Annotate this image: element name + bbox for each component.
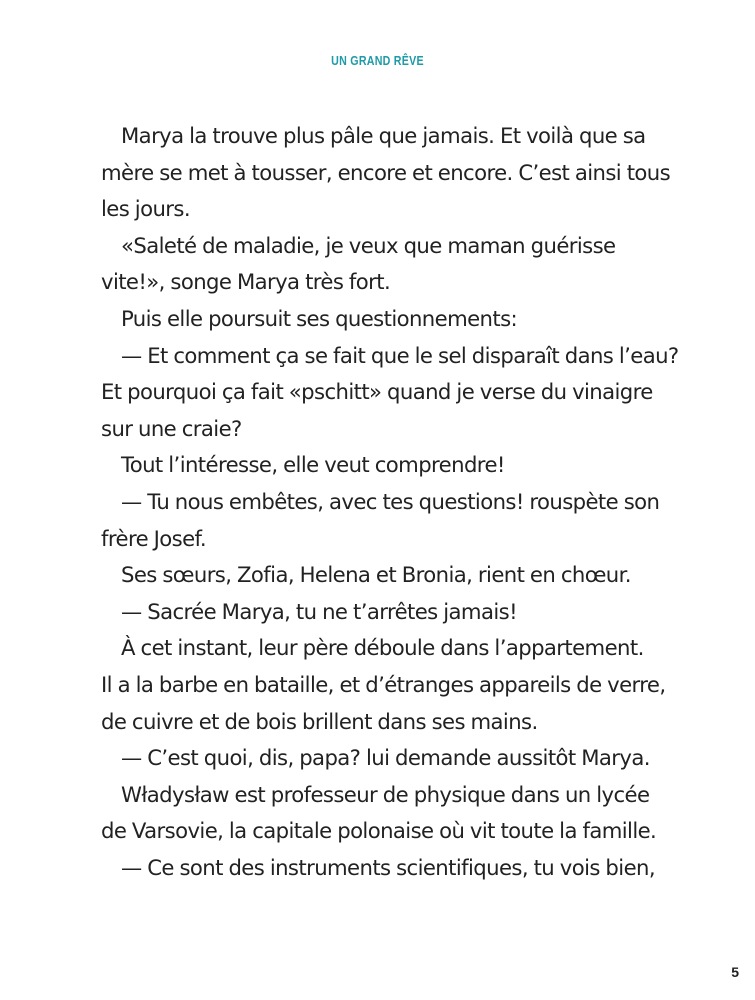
text-line: — Sacrée Marya, tu ne t’arrêtes jamais!	[121, 598, 517, 624]
text-line: Ses sœurs, Zofia, Helena et Bronia, rient en chœur.	[121, 562, 631, 588]
running-head: UN GRAND RÊVE	[331, 53, 424, 68]
text-line: Il a la barbe en bataille, et d’étranges appareils de verre,	[101, 671, 666, 697]
text-line: Marya la trouve plus pâle que jamais. Et voilà que sa	[121, 123, 646, 148]
text-line: «Saleté de maladie, je veux que maman guérisse	[121, 232, 616, 258]
text-line: Władysław est professeur de physique dans un lycée	[121, 781, 650, 807]
text-line: sur une craie?	[101, 415, 242, 441]
text-line: À cet instant, leur père déboule dans l’appartement.	[121, 635, 644, 661]
page-number: 5	[731, 964, 739, 980]
text-line: les jours.	[101, 196, 190, 222]
text-line: frère Josef.	[101, 525, 206, 551]
text-line: — Ce sont des instruments scientifiques, tu vois bien,	[121, 854, 655, 880]
text-line: — C’est quoi, dis, papa? lui demande aussitôt Marya.	[121, 745, 650, 771]
text-line: Puis elle poursuit ses questionnements:	[121, 305, 518, 331]
text-line: — Tu nous embêtes, avec tes questions! rouspète son	[121, 488, 660, 514]
text-line: vite!», songe Marya très fort.	[101, 269, 391, 295]
text-line: mère se met à tousser, encore et encore. C’est ainsi tous	[101, 159, 671, 185]
text-line: Tout l’intéresse, elle veut comprendre!	[121, 452, 505, 478]
text-line: Et pourquoi ça fait «pschitt» quand je verse du vinaigre	[101, 379, 653, 405]
text-line: de Varsovie, la capitale polonaise où vit toute la famille.	[101, 818, 657, 844]
body-text	[101, 118, 687, 886]
text-line: de cuivre et de bois brillent dans ses mains.	[101, 708, 538, 734]
text-line: — Et comment ça se fait que le sel disparaît dans l’eau?	[121, 342, 679, 368]
